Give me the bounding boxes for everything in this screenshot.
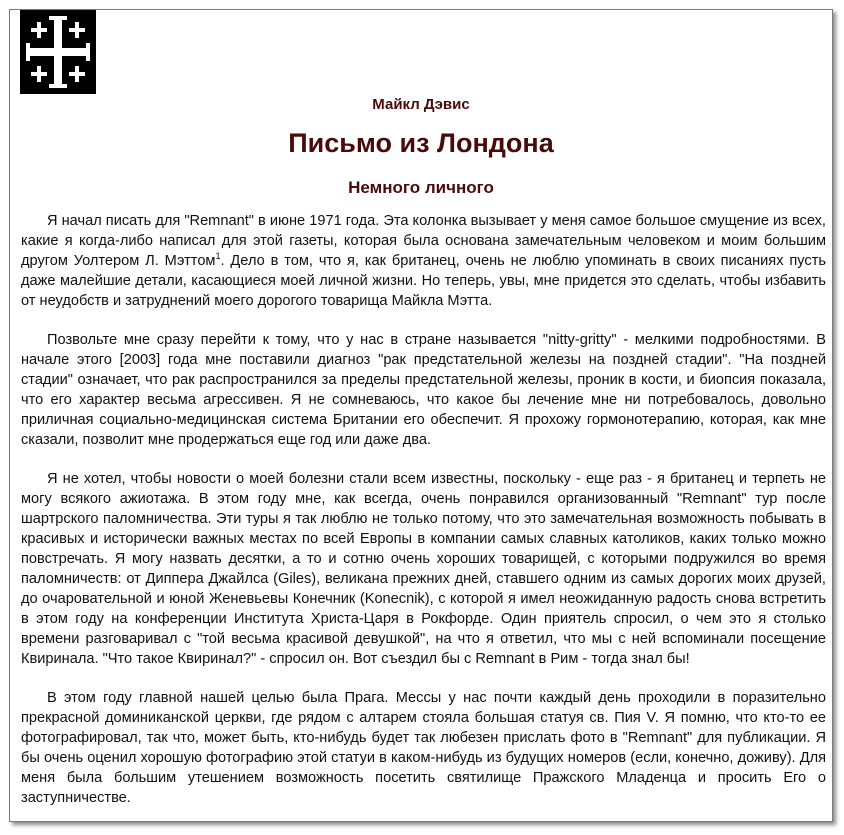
author-name: Майкл Дэвис xyxy=(372,96,470,113)
paragraph-2: Позвольте мне сразу перейти к тому, что у нас в стране называется "nitty-gritty" - мелкими подробностями. В начале этого [2003] года мне поставили диагноз "рак предстательной железы на поздней стадии". "На поздней стадии" означает, что рак распространился за пределы предстательной железы, проник в кости, и биопсия показала, что его характер весьма агрессивен. Я не сомневаюсь, что какое бы лечение мне ни потребовалось, довольно приличная социально-медицинская система Британии его обеспечит. Я прохожу гормонотерапию, которая, как мне сказали, позволит мне продержаться еще год или даже два. xyxy=(21,332,826,448)
footnote-link[interactable]: 1 xyxy=(215,251,221,262)
page-subtitle: Немного личного xyxy=(348,178,494,197)
paragraph-1-text-b: . Дело в том, что я, как британец, очень не люблю упоминать в своих писаниях пусть даже малейшие детали, касающиеся моей личной жизни. Но теперь, увы, мне придется это сделать, чтобы избавить от неудобств и затруднений моего дорогого товарища Майкла Мэтта. xyxy=(21,253,826,309)
paragraph-3: Я не хотел, чтобы новости о моей болезни стали всем известны, поскольку - еще раз - я британец и терпеть не могу всякого ажиотажа. В этом году мне, как всегда, очень понравился организованный "Remnant" тур после шартрского паломничества. Эти туры я так люблю не только потому, что это замечательная возможность побывать в красивых и исторически важных местах по всей Европы в компании самых славных католиков, каких только можно повстречать. Я могу назвать десятки, а то и сотню очень хороших товарищей, с которыми подружился во время паломничеств: от Диппера Джайлса (Giles), великана прежних дней, ставшего одним из самых дорогих моих друзей, до очаровательной и юной Женевьевы Конечник (Konecnik), с которой я имел неожиданную радость снова встретить в этом году на конференции Института Христа-Царя в Рокфорде. Один приятель спросил, о чем это я столько времени разговаривал с "той весьма красивой девушкой", на что я ответил, что мы с ней вспоминали посещение Квиринала. "Что такое Квиринал?" - спросил он. Вот съездил бы с Remnant в Рим - тогда знал бы! xyxy=(21,471,826,667)
paragraph-4: В этом году главной нашей целью была Прага. Мессы у нас почти каждый день проходили в поразительно прекрасной доминиканской церкви, где рядом с алтарем стояла большая статуя св. Пия V. Я помню, что кто-то ее фотографировал, так что, может быть, кто-нибудь будет так любезен прислать фото в "Remnant" для публикации. Я бы очень оценил хорошую фотографию этой статуи в каком-нибудь из будущих номеров (если, конечно, доживу). Для меня была большим утешением возможность посетить святилище Пражского Младенца и просить Его о заступничестве. xyxy=(21,690,826,806)
article-body xyxy=(21,211,826,827)
page-title: Письмо из Лондона xyxy=(288,128,554,158)
paragraph-1 xyxy=(21,211,826,311)
jerusalem-cross-icon xyxy=(20,10,96,94)
paragraph-1-text-a: Я начал писать для "Remnant" в июне 1971 года. Эта колонка вызывает у меня самое большое смущение из всех, какие я когда-либо написал для этой газеты, которая была основана замечательным человеком и моим большим другом Уолтером Л. Мэттом xyxy=(21,213,826,269)
article-frame xyxy=(9,9,833,822)
